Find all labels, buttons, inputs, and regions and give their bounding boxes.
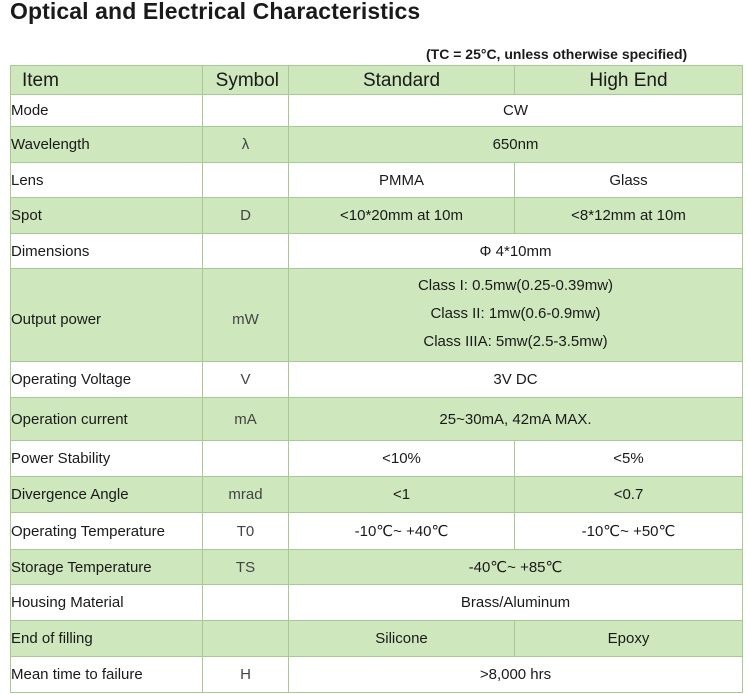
output-class-i: Class I: 0.5mw(0.25-0.39mw) xyxy=(417,277,614,294)
row-operating-voltage xyxy=(11,362,743,398)
item-label: Operating Temperature xyxy=(11,513,203,550)
row-wavelength xyxy=(11,127,743,163)
value-cell: 650nm xyxy=(289,127,743,163)
symbol-cell xyxy=(203,163,289,198)
standard-cell: PMMA xyxy=(289,163,515,198)
standard-cell: Silicone xyxy=(289,621,515,657)
item-label: Mean time to failure xyxy=(11,657,203,693)
header-high-end: High End xyxy=(515,66,743,95)
row-dimensions xyxy=(11,234,743,269)
value-cell: Φ 4*10mm xyxy=(289,234,743,269)
row-power-stability xyxy=(11,441,743,477)
item-label: Wavelength xyxy=(11,127,203,163)
symbol-cell: mW xyxy=(203,269,289,362)
row-mean-time-to-failure xyxy=(11,657,743,693)
header-item: Item xyxy=(11,66,203,95)
header-symbol: Symbol xyxy=(203,66,289,95)
symbol-cell: TS xyxy=(203,550,289,585)
item-label: Operating Voltage xyxy=(11,362,203,398)
high-end-cell: <0.7 xyxy=(515,477,743,513)
row-storage-temperature xyxy=(11,550,743,585)
value-cell: 3V DC xyxy=(289,362,743,398)
row-operation-current xyxy=(11,398,743,441)
output-class-iiia: Class IIIA: 5mw(2.5-3.5mw) xyxy=(423,333,608,350)
table-header-row xyxy=(11,66,743,95)
conditions-note: (TC = 25°C, unless otherwise specified) xyxy=(426,46,688,62)
item-label: Divergence Angle xyxy=(11,477,203,513)
value-cell: 25~30mA, 42mA MAX. xyxy=(289,398,743,441)
item-label: Spot xyxy=(11,198,203,234)
high-end-cell: Epoxy xyxy=(515,621,743,657)
item-label: Lens xyxy=(11,163,203,198)
standard-cell: <10*20mm at 10m xyxy=(289,198,515,234)
value-cell: >8,000 hrs xyxy=(289,657,743,693)
standard-cell: <1 xyxy=(289,477,515,513)
row-mode xyxy=(11,95,743,127)
item-label: Storage Temperature xyxy=(11,550,203,585)
symbol-cell xyxy=(203,585,289,621)
value-cell: CW xyxy=(289,95,743,127)
symbol-cell: V xyxy=(203,362,289,398)
row-end-of-filling xyxy=(11,621,743,657)
symbol-cell: mA xyxy=(203,398,289,441)
high-end-cell: <5% xyxy=(515,441,743,477)
row-operating-temperature xyxy=(11,513,743,550)
item-label: Operation current xyxy=(11,398,203,441)
high-end-cell: Glass xyxy=(515,163,743,198)
output-class-ii: Class II: 1mw(0.6-0.9mw) xyxy=(430,305,601,322)
item-label: Dimensions xyxy=(11,234,203,269)
row-housing-material xyxy=(11,585,743,621)
symbol-cell: T0 xyxy=(203,513,289,550)
page-title: Optical and Electrical Characteristics xyxy=(10,0,421,24)
item-label: Housing Material xyxy=(11,585,203,621)
value-cell: Brass/Aluminum xyxy=(289,585,743,621)
value-cell xyxy=(289,269,743,362)
row-divergence-angle xyxy=(11,477,743,513)
value-cell: -40℃~ +85℃ xyxy=(289,550,743,585)
item-label: Power Stability xyxy=(11,441,203,477)
item-label: End of filling xyxy=(11,621,203,657)
row-output-power xyxy=(11,269,743,362)
row-spot xyxy=(11,198,743,234)
header-standard: Standard xyxy=(289,66,515,95)
symbol-cell: D xyxy=(203,198,289,234)
symbol-cell: λ xyxy=(203,127,289,163)
symbol-cell: H xyxy=(203,657,289,693)
item-label: Mode xyxy=(11,95,203,127)
symbol-cell: mrad xyxy=(203,477,289,513)
symbol-cell xyxy=(203,441,289,477)
high-end-cell: -10℃~ +50℃ xyxy=(515,513,743,550)
symbol-cell xyxy=(203,234,289,269)
characteristics-table xyxy=(10,65,743,693)
symbol-cell xyxy=(203,95,289,127)
row-lens xyxy=(11,163,743,198)
high-end-cell: <8*12mm at 10m xyxy=(515,198,743,234)
item-label: Output power xyxy=(11,269,203,362)
standard-cell: -10℃~ +40℃ xyxy=(289,513,515,550)
standard-cell: <10% xyxy=(289,441,515,477)
symbol-cell xyxy=(203,621,289,657)
